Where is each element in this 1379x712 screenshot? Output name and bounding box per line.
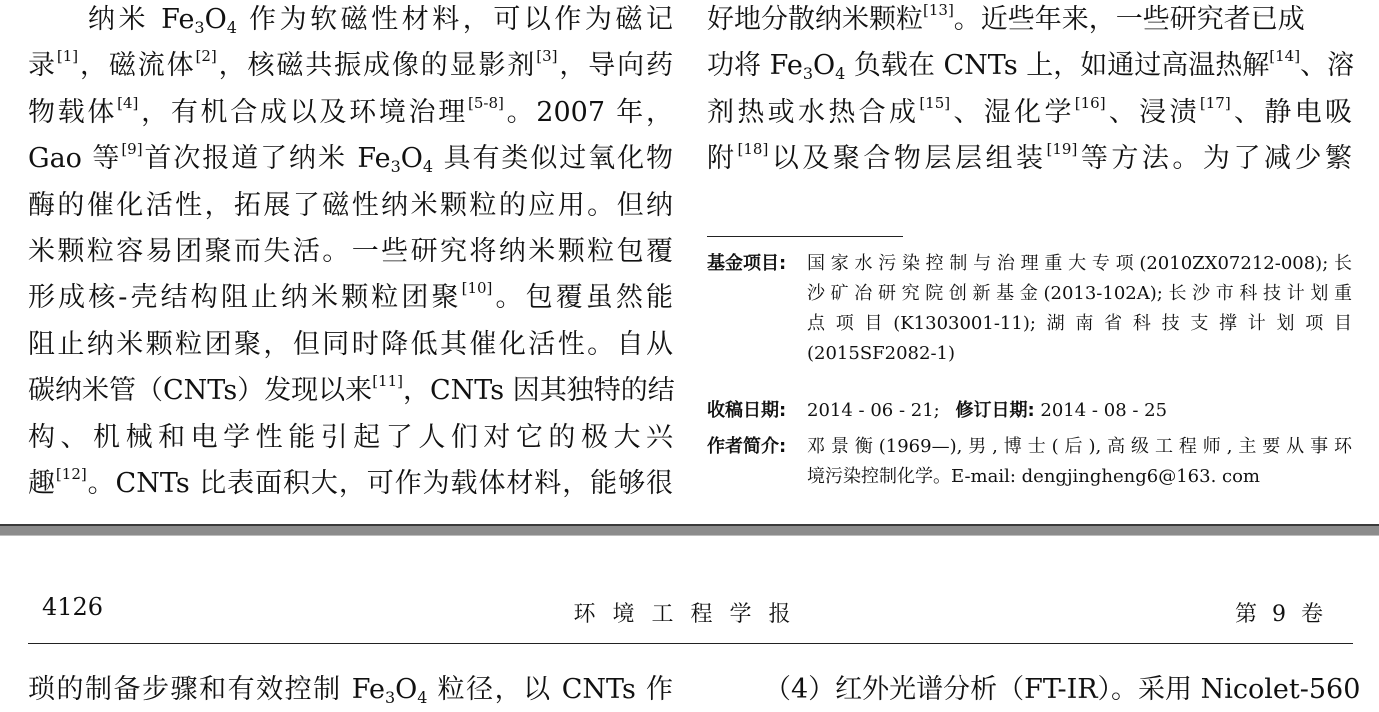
citation-ref: [9] [121,140,143,159]
text-run: 碳纳米管（CNTs）发现以来 [28,375,373,407]
text-line [28,369,673,413]
citation-ref: [14] [1269,47,1301,66]
citation-ref: [12] [55,465,87,483]
text-run: 录 [28,50,57,82]
subscript: 3 [390,157,401,177]
text-run: 构、机械和电学性能引起了人们对它的极大兴 [28,421,673,453]
funding-footnote [707,249,1352,369]
text-run: 负载在 CNTs 上，如通过高温热解 [845,50,1270,82]
text-run: 琐的制备步骤和有效控制 Fe [28,674,385,705]
text-run: 。CNTs 比表面积大，可作为载体材料，能够很 [86,468,673,499]
citation-ref: [2] [195,47,217,66]
revised-value: 2014 - 08 - 25 [1040,400,1168,421]
citation-ref: [16] [1074,93,1106,112]
citation-ref: [15] [919,93,951,112]
text-run: O [400,143,423,175]
text-line [28,230,673,274]
text-line [28,0,673,42]
journal-title: 环境工程学报 [573,602,808,627]
text-run: 剂热或水热合成 [707,96,920,128]
text-run: 粒径，以 CNTs 作 [427,674,673,705]
text-run: ，核磁共振成像的显影剂 [216,50,537,82]
dates-text [807,396,1352,426]
funding-line: (2015SF2082-1) [807,343,956,364]
text-run: 形成核-壳结构阻止纳米颗粒团聚 [28,282,462,314]
text-run: 等方法。为了减少繁 [1077,143,1353,175]
received-value: 2014 - 06 - 21; [807,400,940,421]
text-line [28,462,673,506]
text-line [28,323,673,367]
text-run: 。包覆虽然能 [492,282,673,314]
text-run: 功将 Fe [707,50,803,82]
text-run: 纳米 Fe [88,4,195,35]
dates-footnote [707,396,1352,426]
text-run: 好地分散纳米颗粒 [707,4,923,35]
author-footnote [707,432,1352,492]
citation-ref: [5-8] [468,93,504,112]
citation-ref: [17] [1199,93,1231,112]
text-line [28,44,673,88]
text-line [707,44,1355,88]
text-line [28,184,673,228]
footnote-separator [707,236,903,237]
citation-ref: [4] [117,93,139,112]
text-run: 米颗粒容易团聚而失活。一些研究将纳米颗粒包覆 [28,236,673,267]
text-run: 。近些年来，一些研究者已成 [953,4,1305,35]
text-run: 。2007 年， [503,96,674,128]
text-run: 、溶 [1300,50,1355,82]
volume-number: 第 9 卷 [1235,602,1327,627]
text-run: O [204,4,227,35]
funding-line: 沙矿冶研究院创新基金(2013-102A);长沙市科技计划重 [807,283,1352,304]
next-page-right-line: （4）红外光谱分析（FT-IR）。采用 Nicolet-560 [764,674,1361,705]
text-line [707,0,1352,42]
text-run: O [395,674,418,705]
text-line [28,416,673,460]
author-line: 境污染控制化学。E-mail: dengjingheng6@163. com [807,466,1260,487]
subscript: 3 [384,688,396,707]
subscript: 3 [802,64,814,84]
text-run: ，CNTs 因其独特的结 [402,375,675,407]
text-run: ，有机合成以及环境治理 [138,96,468,128]
text-run: 首次报道了纳米 Fe [142,143,391,175]
received-label: 收稿日期: [707,400,787,421]
text-run: 物载体 [28,96,118,128]
text-line [28,276,673,320]
text-run: 阻止纳米颗粒团聚，但同时降低其催化活性。自从 [28,328,673,360]
text-run: 具有类似过氧化物 [433,143,673,175]
text-run: 酶的催化活性，拓展了磁性纳米颗粒的应用。但纳 [28,189,673,221]
revised-label: 修订日期: [955,400,1035,421]
author-text [807,432,1352,492]
subscript: 3 [194,18,205,37]
citation-ref: [18] [737,140,769,159]
header-rule [28,643,1353,644]
text-line [28,91,673,135]
text-run: 、湿化学 [950,96,1075,128]
subscript: 4 [417,688,428,707]
citation-ref: [11] [372,372,403,391]
citation-ref: [13] [923,1,954,19]
page-number: 4126 [42,593,104,621]
citation-ref: [3] [536,47,558,66]
text-run: 、浸渍 [1105,96,1200,128]
citation-ref: [10] [461,279,493,298]
text-line [707,137,1352,181]
next-page-left-line [28,668,673,712]
funding-line: 点项目(K1303001-11);湖南省科技支撑计划项目 [807,313,1352,334]
author-line: 邓景衡(1969—),男,博士(后),高级工程师,主要从事环 [807,436,1352,457]
text-run: O [813,50,836,82]
text-run: 作为软磁性材料，可以作为磁记 [236,4,673,35]
citation-ref: [1] [56,47,79,66]
text-run: 趣 [28,468,56,499]
funding-text [807,249,1352,369]
funding-label: 基金项目: [707,253,787,274]
text-run: 附 [707,143,738,175]
citation-ref: [19] [1046,140,1078,159]
running-header [28,593,1353,633]
subscript: 4 [422,157,434,177]
page-break-divider [0,524,1379,536]
text-run: ，导向药 [557,50,673,82]
text-line [707,91,1352,135]
subscript: 4 [835,64,846,84]
text-run: 、静电吸 [1230,96,1353,128]
text-run: 以及聚合物层层组装 [768,143,1047,175]
text-run: ，磁流体 [78,50,196,82]
text-line [28,137,673,181]
subscript: 4 [226,18,237,37]
author-label: 作者简介: [707,436,787,457]
funding-line: 国家水污染控制与治理重大专项(2010ZX07212-008);长 [807,253,1352,274]
text-run: Gao 等 [28,143,122,175]
